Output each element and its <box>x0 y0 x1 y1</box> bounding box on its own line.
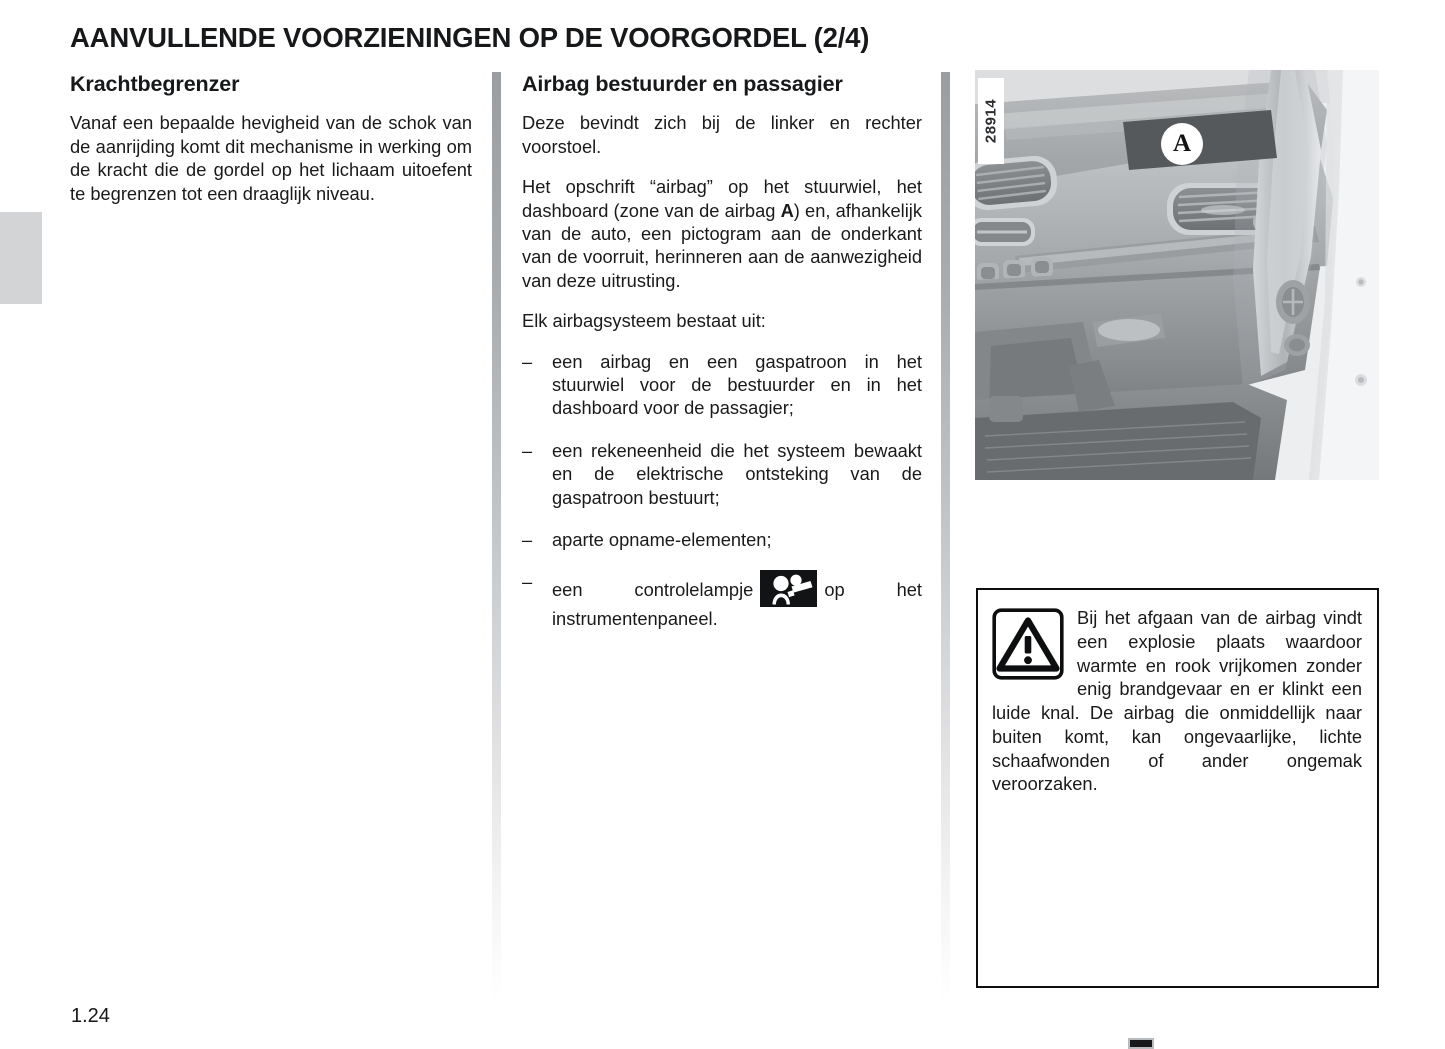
warning-box <box>976 588 1379 988</box>
list-item <box>522 528 922 551</box>
dash-bullet: – <box>522 571 533 593</box>
dash-bullet: – <box>522 529 533 551</box>
photo-marker-a: A <box>1161 123 1203 165</box>
warning-text: Bij het afgaan van de airbag vindt een explosie plaats waardoor warmte en rook vrijkomen zonder enig brandgevaar en er klinkt een luide knal. De airbag die onmiddellijk naar buiten komt, kan ongevaarlijke, lichte schaafwonden of ander ongemak veroorzaken. <box>992 607 1362 795</box>
photo-reference-number <box>978 78 1004 164</box>
airbag-telltale-icon <box>760 570 817 607</box>
column-separator-right <box>941 72 950 1002</box>
list-item-text-before: een controlelampje <box>552 579 754 601</box>
middle-column-heading: Airbag bestuurder en passagier <box>522 72 843 96</box>
list-item-text: een rekeneenheid die het systeem bewaakt en de elektrische ontsteking van de gaspatroon bestuurt; <box>552 439 922 508</box>
warning-triangle-icon <box>992 608 1064 680</box>
list-item-text: een airbag en een gaspatroon in het stuurwiel voor de bestuurder en in het dashboard voor de passagier; <box>552 350 922 419</box>
photo-reference-number-text: 28914 <box>982 98 1000 144</box>
paragraph-2-part-1: Het opschrift “airbag” op het stuurwiel, het dashboard (zone van de airbag <box>522 176 922 221</box>
left-column-paragraph: Vanaf een bepaalde hevigheid van de schok van de aanrijding komt dit mechanisme in werking om de kracht die de gordel op het lichaam uitoefent te begrenzen tot een draaglijk niveau. <box>70 112 472 204</box>
section-edge-tab <box>0 212 42 304</box>
list-item <box>522 350 922 420</box>
list-item-text: aparte opname-elementen; <box>552 529 772 551</box>
list-item-with-icon <box>522 570 922 630</box>
dash-bullet: – <box>522 350 533 372</box>
airbag-zone-marker-a: A <box>780 199 794 221</box>
list-item <box>522 439 922 509</box>
column-separator-left <box>492 72 501 1002</box>
left-column-heading: Krachtbegrenzer <box>70 72 240 96</box>
page-title: AANVULLENDE VOORZIENINGEN OP DE VOORGORDEL (2/4) <box>70 22 870 53</box>
middle-paragraph-2 <box>522 175 922 292</box>
bottom-registration-mark <box>1128 1038 1154 1049</box>
airbag-components-list <box>522 350 922 631</box>
middle-paragraph-3: Elk airbagsysteem bestaat uit: <box>522 310 766 332</box>
left-column <box>70 72 472 205</box>
page-number: 1.24 <box>71 1005 110 1027</box>
paragraph-2-part-2: ) en, afhankelijk van de auto, een pictogram aan de onderkant van de voorruit, herinneren aan de aanwezigheid van deze uitrusting. <box>522 199 922 291</box>
list-item-text-after: op het instrumentenpaneel. <box>552 579 922 630</box>
dashboard-photo <box>975 70 1379 480</box>
dash-bullet: – <box>522 439 533 461</box>
middle-column <box>522 72 922 631</box>
middle-paragraph-1: Deze bevindt zich bij de linker en rechter voorstoel. <box>522 112 922 157</box>
